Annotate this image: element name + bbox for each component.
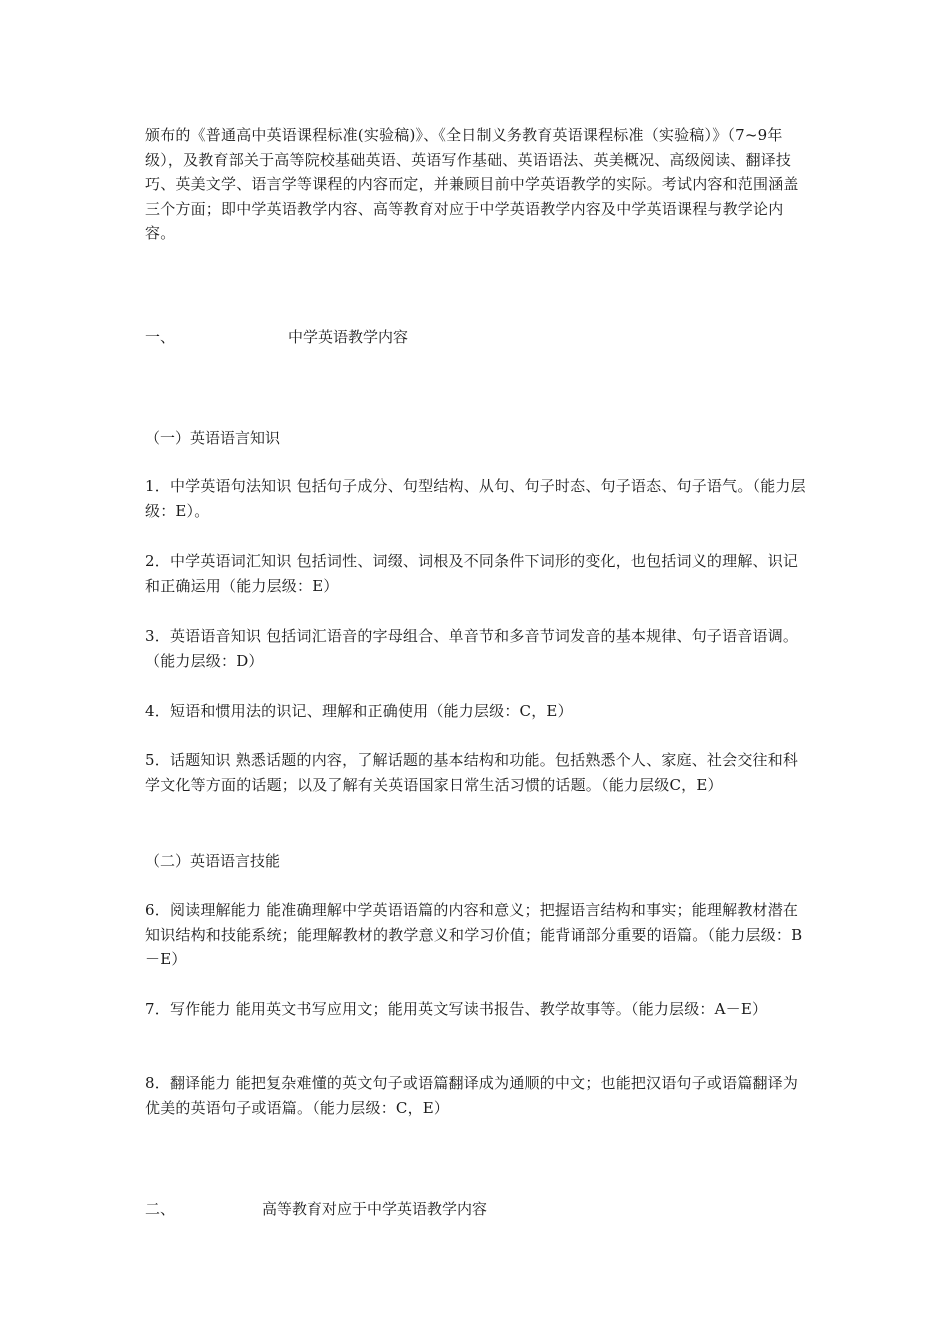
list-item: 7．写作能力 能用英文书写应用文；能用英文写读书报告、教学故事等。（能力层级：A－E） (145, 1000, 768, 1018)
section-number: 二、 (145, 1200, 176, 1218)
intro-paragraph: 颁布的《普通高中英语课程标准(实验稿)》、《全日制义务教育英语课程标准（实验稿）》（7~9年级），及教育部关于高等院校基础英语、英语写作基础、英语语法、英美概况、高级阅读、翻译技巧、英美文学、语言学等课程的内容而定，并兼顾目前中学英语教学的实际。考试内容和范围涵盖三个方面；即中学英语教学内容、高等教育对应于中学英语教学内容及中学英语课程与教学论内容。 (145, 126, 799, 243)
subsection-heading-2: （二）英语语言技能 (145, 852, 281, 870)
subsection-heading-1: （一）英语语言知识 (145, 429, 281, 447)
section-title: 高等教育对应于中学英语教学内容 (262, 1200, 488, 1218)
list-item: 1．中学英语句法知识 包括句子成分、句型结构、从句、句子时态、句子语态、句子语气。（能力层级：E）。 (145, 477, 806, 520)
list-item: 5．话题知识 熟悉话题的内容，了解话题的基本结构和功能。包括熟悉个人、家庭、社会交往和科学文化等方面的话题；以及了解有关英语国家日常生活习惯的话题。（能力层级C，E） (145, 751, 799, 794)
section-heading-1 (145, 325, 810, 349)
list-item: 2．中学英语词汇知识 包括词性、词缀、词根及不同条件下词形的变化，也包括词义的理解、识记和正确运用（能力层级：E） (145, 552, 799, 595)
list-item: 8．翻译能力 能把复杂难懂的英文句子或语篇翻译成为通顺的中文；也能把汉语句子或语篇翻译为优美的英语句子或语篇。（能力层级：C，E） (145, 1074, 799, 1117)
list-item: 4．短语和惯用法的识记、理解和正确使用（能力层级：C，E） (145, 702, 573, 720)
list-item: 6．阅读理解能力 能准确理解中学英语语篇的内容和意义；把握语言结构和事实；能理解教材潜在知识结构和技能系统；能理解教材的教学意义和学习价值；能背诵部分重要的语篇。（能力层级：B－E） (145, 901, 803, 969)
section-heading-2 (145, 1197, 810, 1221)
section-number: 一、 (145, 328, 176, 346)
section-title: 中学英语教学内容 (288, 328, 409, 346)
list-item: 3．英语语音知识 包括词汇语音的字母组合、单音节和多音节词发音的基本规律、句子语音语调。（能力层级：D） (145, 627, 799, 670)
